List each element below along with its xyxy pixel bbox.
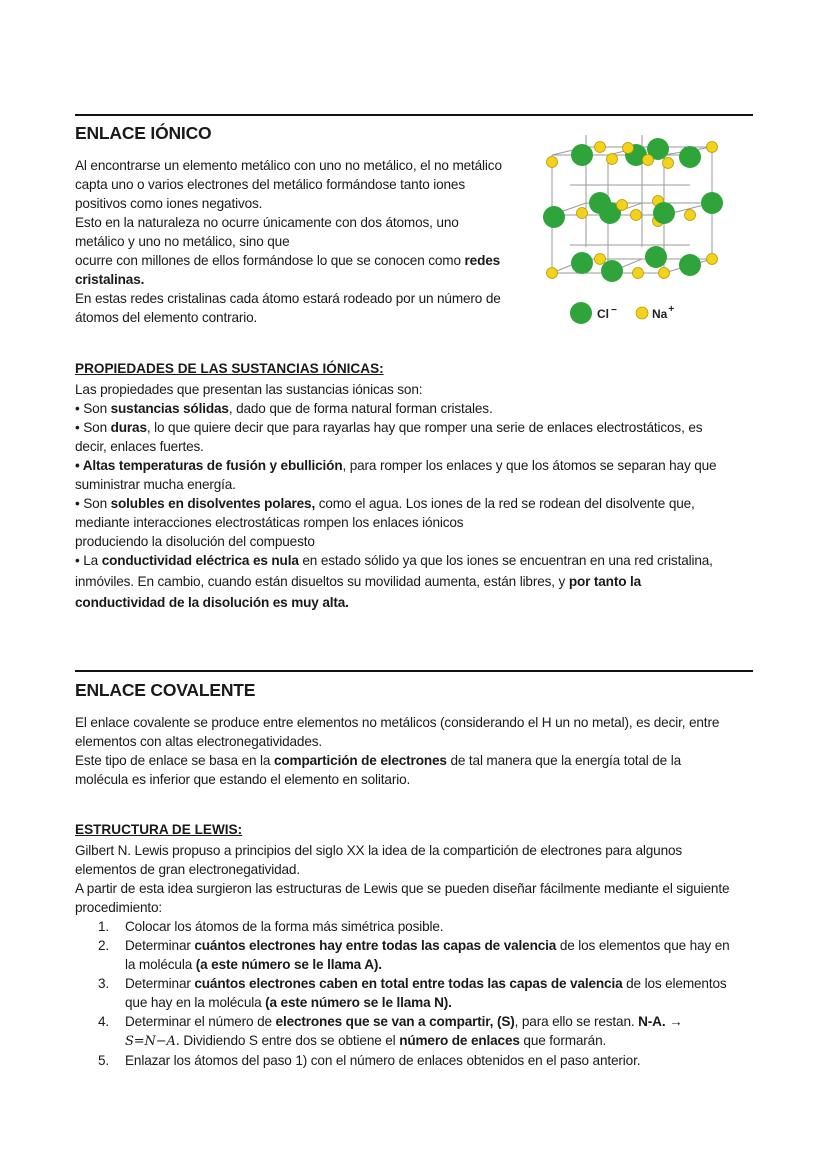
cl-legend-label: Cl bbox=[597, 307, 609, 321]
svg-text:Na+ bbox=[652, 304, 674, 321]
properties-body: Las propiedades que presentan las sustancias iónicas son: • Son sustancias sólidas, dado que de forma natural forman cristales. • Son duras, lo que quiere decir que para rayarlas hay que romper una serie de enlaces electrostáticos, es decir, enlaces fuertes. • Altas temperaturas de fusión y ebullición, para romper los enlaces y que los átomos se separan hay que suministrar mucha energía. • Son solubles en disolventes polares, como el agua. Los iones de la red se rodean del disolvente que, mediante interacciones electrostáticas rompen los enlaces iónicos produciendo la disolución del compuesto • La conductividad eléctrica es nula en estado sólido ya que los iones se encuentran en una red cristalina, inmóviles. En cambio, cuando están disueltos su movilidad aumenta, están libres, y por tanto la conductividad de la disolución es muy alta. bbox=[75, 382, 717, 610]
section-divider-ionic bbox=[75, 114, 753, 116]
cl-legend-charge: − bbox=[611, 305, 617, 316]
list-item: 2. Determinar cuántos electrones hay entre todas las capas de valencia de los elementos que hay en la molécula (a este número se le llama A). bbox=[98, 938, 730, 972]
nacl-crystal-lattice-image bbox=[540, 135, 740, 330]
ionic-title: ENLACE IÓNICO bbox=[75, 123, 212, 143]
lewis-title: ESTRUCTURA DE LEWIS: bbox=[75, 822, 243, 837]
list-item: 1. Colocar los átomos de la forma más simétrica posible. bbox=[98, 919, 444, 934]
lewis-body: Gilbert N. Lewis propuso a principios del siglo XX la idea de la compartición de electrones para algunos elementos de gran electronegatividad. A partir de esta idea surgieron las estructuras de Lewis que se pueden diseñar fácilmente mediante el siguiente procedimiento: bbox=[75, 843, 730, 915]
na-legend-charge: + bbox=[668, 304, 675, 315]
covalent-body: El enlace covalente se produce entre elementos no metálicos (considerando el H un no metal), es decir, entre elementos con altas electronegatividades. Este tipo de enlace se basa en la compartición de electrones de tal manera que la energía total de la molécula es inferior que estando el elemento en solitario. bbox=[75, 715, 720, 787]
na-legend-label: Na bbox=[652, 307, 668, 321]
svg-text:Cl− bbox=[597, 305, 617, 321]
list-item: 3. Determinar cuántos electrones caben en total entre todas las capas de valencia de los elementos que hay en la molécula (a este número se le llama N). bbox=[98, 976, 727, 1010]
formula: S=N−A. bbox=[125, 1034, 180, 1049]
cl-legend-swatch bbox=[570, 302, 592, 324]
section-divider-covalent bbox=[75, 670, 753, 672]
lewis-procedure-list bbox=[75, 917, 765, 1070]
covalent-title: ENLACE COVALENTE bbox=[75, 680, 256, 700]
lattice-legend bbox=[570, 302, 674, 324]
na-legend-swatch bbox=[636, 307, 648, 319]
list-item: 4. Determinar el número de electrones que se van a compartir, (S), para ello se restan. N-A. → S=N−A. Dividiendo S entre dos se obtiene el número de enlaces que formarán. bbox=[98, 1014, 683, 1049]
list-item: 5. Enlazar los átomos del paso 1) con el número de enlaces obtenidos en el paso anterior. bbox=[98, 1053, 641, 1068]
ionic-intro: Al encontrarse un elemento metálico con uno no metálico, el no metálico capta uno o varios electrones del metálico formándose tanto iones positivos como iones negativos. Esto en la naturaleza no ocurre únicamente con dos átomos, uno metálico y uno no metálico, sino que ocurre con millones de ellos formándose lo que se conocen como redes cristalinas. En estas redes cristalinas cada átomo estará rodeado por un número de átomos del elemento contrario. bbox=[75, 158, 502, 325]
lattice-ions bbox=[543, 138, 723, 282]
properties-title: PROPIEDADES DE LAS SUSTANCIAS IÓNICAS: bbox=[75, 361, 384, 376]
